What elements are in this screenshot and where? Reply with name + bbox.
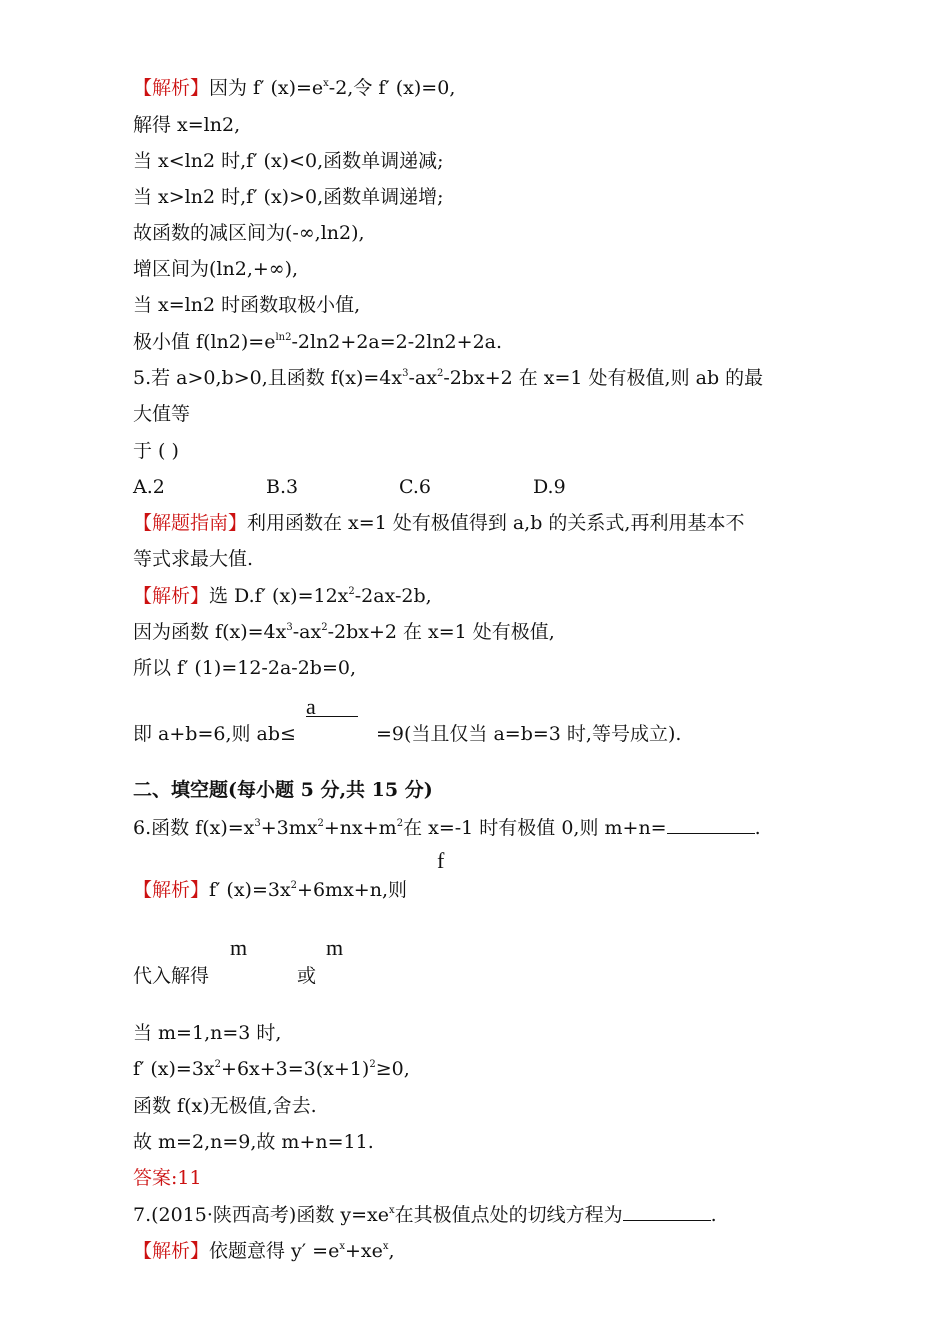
solution-line: 当 m=1,n=3 时, xyxy=(133,1022,282,1044)
question-5-text: 于 ( ) xyxy=(133,440,179,462)
answer-blank[interactable] xyxy=(667,815,755,834)
solution-line: f′ $(x)=3x^2+6x+3=3(x+1)^2\ge 0$, xyxy=(133,1058,410,1080)
solution-line: 代入解得 xyxy=(133,965,210,987)
solution-line: 故 m=2,n=9,故 m+n=11. xyxy=(133,1131,374,1153)
option-b: B.3 xyxy=(266,476,299,498)
solution-line: =9(当且仅当 a=b=3 时,等号成立). xyxy=(376,723,682,745)
question-5-text: 5.若 a>0,b>0,且函数 $f(x)=4x^3-ax^2-2bx+2$ 在 x=1 处有极值,则 ab 的最 xyxy=(133,367,764,389)
answer-blank[interactable] xyxy=(623,1202,711,1221)
analysis-tag: 【解析】 xyxy=(133,1240,210,1262)
formula-fragment: m xyxy=(326,935,344,960)
answer-line: 答案:11 xyxy=(133,1167,202,1189)
solution-line: 【解析】选 D.f′ $(x)=12x^2-2ax-2b$, xyxy=(133,585,432,607)
solution-line: 故函数的减区间为(-∞,ln2), xyxy=(133,222,365,244)
solution-line: 解得 x=ln2, xyxy=(133,114,241,136)
option-d: D.9 xyxy=(533,476,566,498)
analysis-tag: 【解析】 xyxy=(133,77,210,99)
solution-line: 【解析】f′ $(x)=3x^2+6mx+n$,则 xyxy=(133,879,407,901)
section-heading: 二、填空题(每小题 5 分,共 15 分) xyxy=(133,779,433,801)
solution-line: 函数 f(x)无极值,舍去. xyxy=(133,1095,317,1117)
solution-line: 【解析】因为 f′ $(x)=e^x-2$,令 f′ (x)=0, xyxy=(133,77,456,99)
solution-line: 当 x>ln2 时,f′ (x)>0,函数单调递增; xyxy=(133,186,444,208)
option-a: A.2 xyxy=(133,476,165,498)
solution-line: 所以 f′ (1)=12-2a-2b=0, xyxy=(133,657,356,679)
option-c: C.6 xyxy=(399,476,431,498)
solution-line: 当 x<ln2 时,f′ (x)<0,函数单调递减; xyxy=(133,150,444,172)
analysis-tag: 【解析】 xyxy=(133,879,210,901)
guide-line: 等式求最大值. xyxy=(133,548,254,570)
solution-line: 或 xyxy=(297,965,317,987)
solution-line: 即 a+b=6,则 ab≤ xyxy=(133,723,296,745)
solution-line: 因为函数 $f(x)=4x^3-ax^2-2bx+2$ 在 x=1 处有极值, xyxy=(133,621,555,643)
solution-line: 【解析】依题意得 $y' =e^x+xe^x$, xyxy=(133,1240,395,1262)
solution-line: 极小值 $f(\ln 2)=e^{ln2}-2\ln 2+2a=2-2\ln 2+2a$. xyxy=(133,331,503,353)
formula-fragment: m xyxy=(230,935,248,960)
question-7-text: 7.(2015·陕西高考)函数 $y=xe^x$在其极值点处的切线方程为 . xyxy=(133,1204,717,1226)
fraction-numerator: a xyxy=(306,694,316,719)
question-5-text: 大值等 xyxy=(133,403,191,425)
guide-tag: 【解题指南】 xyxy=(133,512,248,534)
solution-line: 当 x=ln2 时函数取极小值, xyxy=(133,294,361,316)
formula-fragment: f xyxy=(437,848,445,873)
analysis-tag: 【解析】 xyxy=(133,585,210,607)
fraction-bar xyxy=(306,716,358,717)
answer-tag: 答案 xyxy=(133,1167,172,1189)
guide-line: 【解题指南】利用函数在 x=1 处有极值得到 a,b 的关系式,再利用基本不 xyxy=(133,512,745,534)
solution-line: 增区间为(ln2,+∞), xyxy=(133,258,299,280)
question-6-text: 6.函数 $f(x)=x^3+3mx^2+nx+m^2$在 x=-1 时有极值 0,则 m+n= . xyxy=(133,817,761,839)
